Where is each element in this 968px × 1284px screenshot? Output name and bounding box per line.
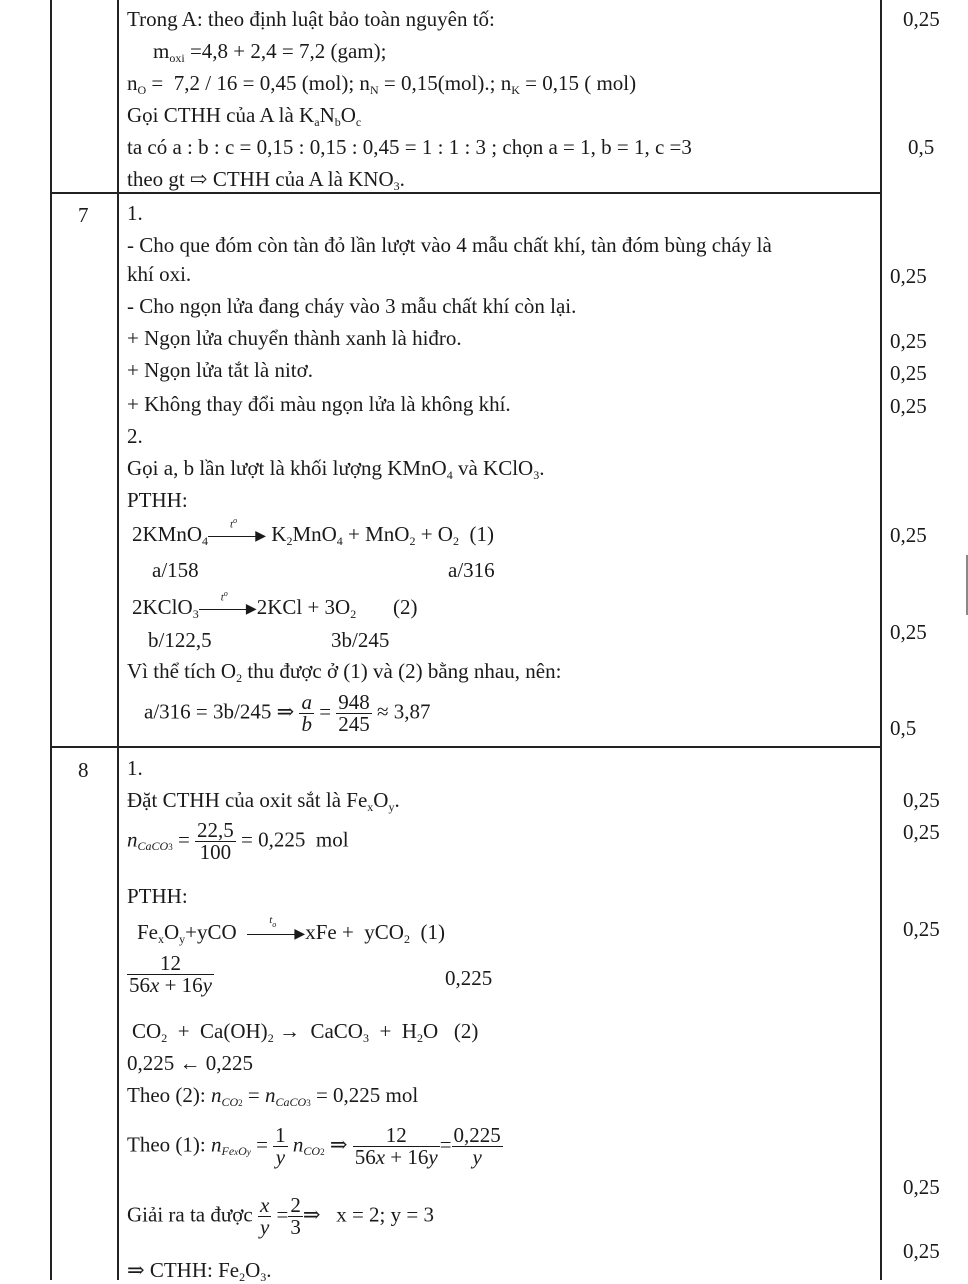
q7-line-5: + Ngọn lửa tắt là nitơ. xyxy=(127,358,313,382)
q8-equation-1: $Fe_xO_y+yCO$ $t_o$ ▶ xFe + yCO$_2$ (1) xyxy=(137,914,445,946)
s6-line-3: $n_O = 7,2 / 16 = 0,45$ (mol); $n_N = 0,15(mol)$.; $n_K = 0,15$ ( mol) xyxy=(127,71,637,97)
q7-line-8: PTHH: xyxy=(127,488,188,512)
q8-line-6: Giải ra ta được $\frac{x}{y}$ = $\frac{2}{3}$ ⇒ x = 2; y = 3 xyxy=(127,1193,434,1239)
q7-equation-2: 2KClO$_3$ $t^o$ ▶ $2KCl + 3O_2$ (2) xyxy=(132,589,418,621)
row-divider-7 xyxy=(50,192,882,194)
q7-part-2: 2. xyxy=(127,424,143,448)
q8-number: 8 xyxy=(78,758,89,782)
q7-eq1-mol-a: a/158 xyxy=(152,558,199,582)
q8-score-5: 0,25 xyxy=(903,1239,940,1263)
q8-part-1: 1. xyxy=(127,756,143,780)
q8-score-4: 0,25 xyxy=(903,1175,940,1199)
s6-score-2: 0,5 xyxy=(908,135,935,159)
heat-arrow-icon: $t^o$ ▶ xyxy=(199,602,257,616)
q7-score-2: 0,25 xyxy=(890,329,927,353)
q7-line-7: Gọi a, b lần lượt là khối lượng KMnO$_4$ và KClO$_3$. xyxy=(127,456,545,482)
q7-line-6: + Không thay đổi màu ngọn lửa là không khí. xyxy=(127,392,511,416)
q8-eq1-mol-a: $\frac{12}{56x + 16y}$ xyxy=(129,951,212,997)
q7-eq1-mol-b: a/316 xyxy=(448,558,495,582)
q8-line-7: ⇒ CTHH: $Fe_2O_3$. xyxy=(127,1258,272,1284)
q8-line-2: $n_{CaCO3}$ = $\frac{22,5}{100}$ = 0,225 mol xyxy=(127,818,349,864)
q7-line-4: + Ngọn lửa chuyển thành xanh là hiđro. xyxy=(127,326,462,350)
q8-score-1: 0,25 xyxy=(903,788,940,812)
q8-eq1-mol-b: 0,225 xyxy=(445,966,493,990)
q7-line-9: Vì thể tích $O_2$ thu được ở (1) và (2) bằng nhau, nên: xyxy=(127,659,562,685)
s6-line-2: $m_{oxi} =4,8 + 2,4 = 7,2$ (gam); xyxy=(153,39,387,65)
q8-score-3: 0,25 xyxy=(903,917,940,941)
s6-line-6: theo gt ⇨ CTHH của A là $KNO_3$. xyxy=(127,167,405,193)
q7-eq2-mol-a: b/122,5 xyxy=(148,628,212,652)
s6-line-5: ta có a : b : c = 0,15 : 0,15 : 0,45 = 1 : 1 : 3 ; chọn a = 1, b = 1, c =3 xyxy=(127,135,692,159)
s6-line-1: Trong A: theo định luật bảo toàn nguyên tố: xyxy=(127,7,495,31)
q7-score-5: 0,25 xyxy=(890,523,927,547)
q7-line-3: - Cho ngọn lửa đang cháy vào 3 mẫu chất khí còn lại. xyxy=(127,294,577,318)
q7-score-1: 0,25 xyxy=(890,264,927,288)
q8-line-5: Theo (1): $n_{FexOy}$ = $\frac{1}{y}$ $n_{CO2}$ ⇒ $\frac{12}{56x + 16y}$ = $\frac{0,225}{y}$ xyxy=(127,1123,501,1169)
s6-score-1: 0,25 xyxy=(903,7,940,31)
q7-number: 7 xyxy=(78,203,89,227)
s6-line-4: Gọi CTHH của A là $K_aN_bO_c$ xyxy=(127,103,362,129)
q8-line-3: PTHH: xyxy=(127,884,188,908)
q7-line-2: khí oxi. xyxy=(127,262,192,286)
q7-equation-1: 2KMnO$_4$ $t^o$ ▶ $K_2MnO_4 + MnO_2 + O_2$ (1) xyxy=(132,516,494,548)
q7-part-1: 1. xyxy=(127,201,143,225)
q7-score-7: 0,5 xyxy=(890,716,917,740)
q8-line-4: Theo (2): $n_{CO2} = n_{CaCO3} = 0,225$ mol xyxy=(127,1083,419,1109)
q7-score-3: 0,25 xyxy=(890,361,927,385)
heat-arrow-icon: $t_o$ ▶ xyxy=(247,927,305,941)
q7-score-4: 0,25 xyxy=(890,394,927,418)
q8-score-2: 0,25 xyxy=(903,820,940,844)
row-divider-8 xyxy=(50,746,882,748)
heat-arrow-icon: $t^o$ ▶ xyxy=(208,529,266,543)
q8-equation-2: $CO_2 + Ca(OH)_2$ → CaCO$_3$ + $H_2O$ (2) xyxy=(132,1019,479,1045)
q7-line-1: - Cho que đóm còn tàn đỏ lần lượt vào 4 mẫu chất khí, tàn đóm bùng cháy là xyxy=(127,233,772,257)
q7-line-10: a/316 = 3b/245 ⇒ $\frac{a}{b}$ = $\frac{948}{245}$ ≈ 3,87 xyxy=(144,690,431,736)
q7-score-6: 0,25 xyxy=(890,620,927,644)
q8-eq2-mol: 0,225 ← 0,225 xyxy=(127,1051,253,1075)
q8-line-1: Đặt CTHH của oxit sắt là $Fe_xO_y$. xyxy=(127,788,400,814)
q7-eq2-mol-b: 3b/245 xyxy=(331,628,390,652)
